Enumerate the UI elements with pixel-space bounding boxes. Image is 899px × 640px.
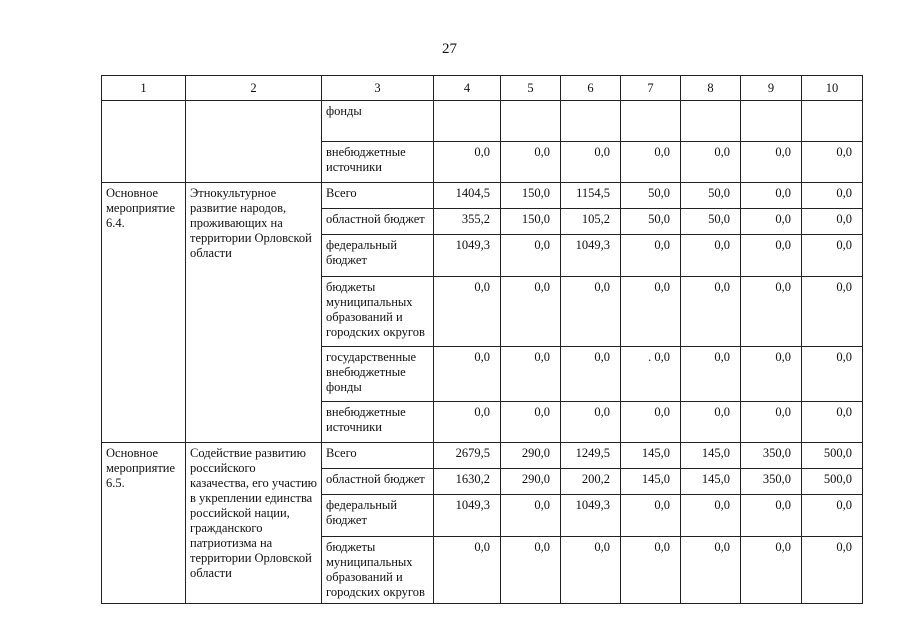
value-cell: 0,0 — [501, 277, 561, 347]
value-cell: 290,0 — [501, 469, 561, 495]
value-cell: 0,0 — [561, 537, 621, 604]
value-cell: 0,0 — [434, 277, 501, 347]
value-cell: 145,0 — [681, 469, 741, 495]
value-cell: 0,0 — [621, 142, 681, 183]
funding-source: федеральный бюджет — [322, 495, 434, 537]
value-cell: 200,2 — [561, 469, 621, 495]
value-cell — [621, 101, 681, 142]
value-cell: 0,0 — [741, 495, 802, 537]
funding-source: федеральный бюджет — [322, 235, 434, 277]
value-cell: 0,0 — [802, 209, 863, 235]
value-cell: 1154,5 — [561, 183, 621, 209]
column-number: 2 — [186, 76, 322, 101]
value-cell: 0,0 — [681, 347, 741, 402]
column-number: 1 — [102, 76, 186, 101]
value-cell — [501, 101, 561, 142]
value-cell: 0,0 — [501, 347, 561, 402]
value-cell: 105,2 — [561, 209, 621, 235]
value-cell: 0,0 — [501, 495, 561, 537]
funding-source: областной бюджет — [322, 209, 434, 235]
measure-description-cell — [186, 101, 322, 183]
value-cell: 290,0 — [501, 443, 561, 469]
value-cell: 0,0 — [681, 402, 741, 443]
funding-source: внебюджетные источники — [322, 142, 434, 183]
value-cell: 0,0 — [621, 402, 681, 443]
value-cell: 355,2 — [434, 209, 501, 235]
value-cell: 0,0 — [434, 402, 501, 443]
value-cell: 0,0 — [741, 183, 802, 209]
column-number: 3 — [322, 76, 434, 101]
value-cell — [802, 101, 863, 142]
value-cell: 0,0 — [501, 402, 561, 443]
column-number: 10 — [802, 76, 863, 101]
value-cell: 0,0 — [802, 347, 863, 402]
budget-table — [101, 75, 863, 604]
column-number: 4 — [434, 76, 501, 101]
value-cell: 0,0 — [741, 209, 802, 235]
value-cell: 500,0 — [802, 443, 863, 469]
value-cell: 50,0 — [621, 209, 681, 235]
value-cell — [741, 101, 802, 142]
funding-source: бюджеты муниципальных образований и городских округов — [322, 537, 434, 604]
funding-source: государственные внебюджетные фонды — [322, 347, 434, 402]
value-cell — [561, 101, 621, 142]
value-cell: 0,0 — [802, 235, 863, 277]
table-row — [102, 443, 863, 469]
value-cell: 0,0 — [802, 277, 863, 347]
value-cell: 0,0 — [501, 235, 561, 277]
value-cell: 1049,3 — [561, 235, 621, 277]
value-cell: 0,0 — [802, 183, 863, 209]
value-cell — [434, 101, 501, 142]
value-cell: 350,0 — [741, 443, 802, 469]
value-cell: 0,0 — [681, 235, 741, 277]
funding-source: фонды — [322, 101, 434, 142]
column-number: 6 — [561, 76, 621, 101]
value-cell: 0,0 — [434, 142, 501, 183]
value-cell: 0,0 — [741, 277, 802, 347]
value-cell: 0,0 — [561, 347, 621, 402]
value-cell: 50,0 — [681, 183, 741, 209]
value-cell: 0,0 — [741, 347, 802, 402]
value-cell: 2679,5 — [434, 443, 501, 469]
value-cell: 50,0 — [621, 183, 681, 209]
value-cell: 0,0 — [561, 277, 621, 347]
value-cell: 0,0 — [741, 402, 802, 443]
value-cell: 1249,5 — [561, 443, 621, 469]
funding-source: Всего — [322, 183, 434, 209]
funding-source: внебюджетные источники — [322, 402, 434, 443]
funding-source: областной бюджет — [322, 469, 434, 495]
value-cell: 0,0 — [741, 142, 802, 183]
value-cell: 1049,3 — [434, 495, 501, 537]
value-cell: 0,0 — [561, 142, 621, 183]
value-cell: 1049,3 — [434, 235, 501, 277]
column-number: 5 — [501, 76, 561, 101]
value-cell: 500,0 — [802, 469, 863, 495]
value-cell: 50,0 — [681, 209, 741, 235]
measure-description: Этнокультурное развитие народов, проживающих на территории Орловской области — [186, 183, 322, 443]
value-cell: 1630,2 — [434, 469, 501, 495]
measure-name: Основное мероприятие 6.4. — [102, 183, 186, 443]
value-cell: 145,0 — [681, 443, 741, 469]
value-cell: 0,0 — [681, 495, 741, 537]
value-cell: 0,0 — [741, 235, 802, 277]
column-number: 7 — [621, 76, 681, 101]
value-cell: 0,0 — [621, 537, 681, 604]
value-cell: 145,0 — [621, 443, 681, 469]
measure-name-cell — [102, 101, 186, 183]
value-cell: 0,0 — [501, 537, 561, 604]
measure-description: Содействие развитию российского казачества, его участию в укреплении единства российской нации, гражданского патриотизма на территории Орловской области — [186, 443, 322, 604]
value-cell: . 0,0 — [621, 347, 681, 402]
funding-source: Всего — [322, 443, 434, 469]
funding-source: бюджеты муниципальных образований и городских округов — [322, 277, 434, 347]
value-cell: 0,0 — [621, 277, 681, 347]
value-cell: 0,0 — [434, 537, 501, 604]
value-cell: 0,0 — [802, 402, 863, 443]
value-cell: 350,0 — [741, 469, 802, 495]
value-cell: 0,0 — [501, 142, 561, 183]
value-cell: 0,0 — [802, 142, 863, 183]
value-cell: 0,0 — [434, 347, 501, 402]
value-cell: 1049,3 — [561, 495, 621, 537]
value-cell: 0,0 — [621, 495, 681, 537]
measure-name: Основное мероприятие 6.5. — [102, 443, 186, 604]
value-cell: 0,0 — [561, 402, 621, 443]
value-cell: 145,0 — [621, 469, 681, 495]
value-cell: 0,0 — [802, 537, 863, 604]
value-cell: 0,0 — [681, 277, 741, 347]
page-number: 27 — [442, 41, 457, 57]
column-number: 9 — [741, 76, 802, 101]
value-cell: 0,0 — [681, 537, 741, 604]
value-cell: 1404,5 — [434, 183, 501, 209]
value-cell — [681, 101, 741, 142]
column-number-row — [102, 76, 863, 101]
value-cell: 150,0 — [501, 183, 561, 209]
value-cell: 0,0 — [802, 495, 863, 537]
value-cell: 150,0 — [501, 209, 561, 235]
table-row — [102, 101, 863, 142]
column-number: 8 — [681, 76, 741, 101]
value-cell: 0,0 — [681, 142, 741, 183]
value-cell: 0,0 — [621, 235, 681, 277]
value-cell: 0,0 — [741, 537, 802, 604]
table-row — [102, 183, 863, 209]
